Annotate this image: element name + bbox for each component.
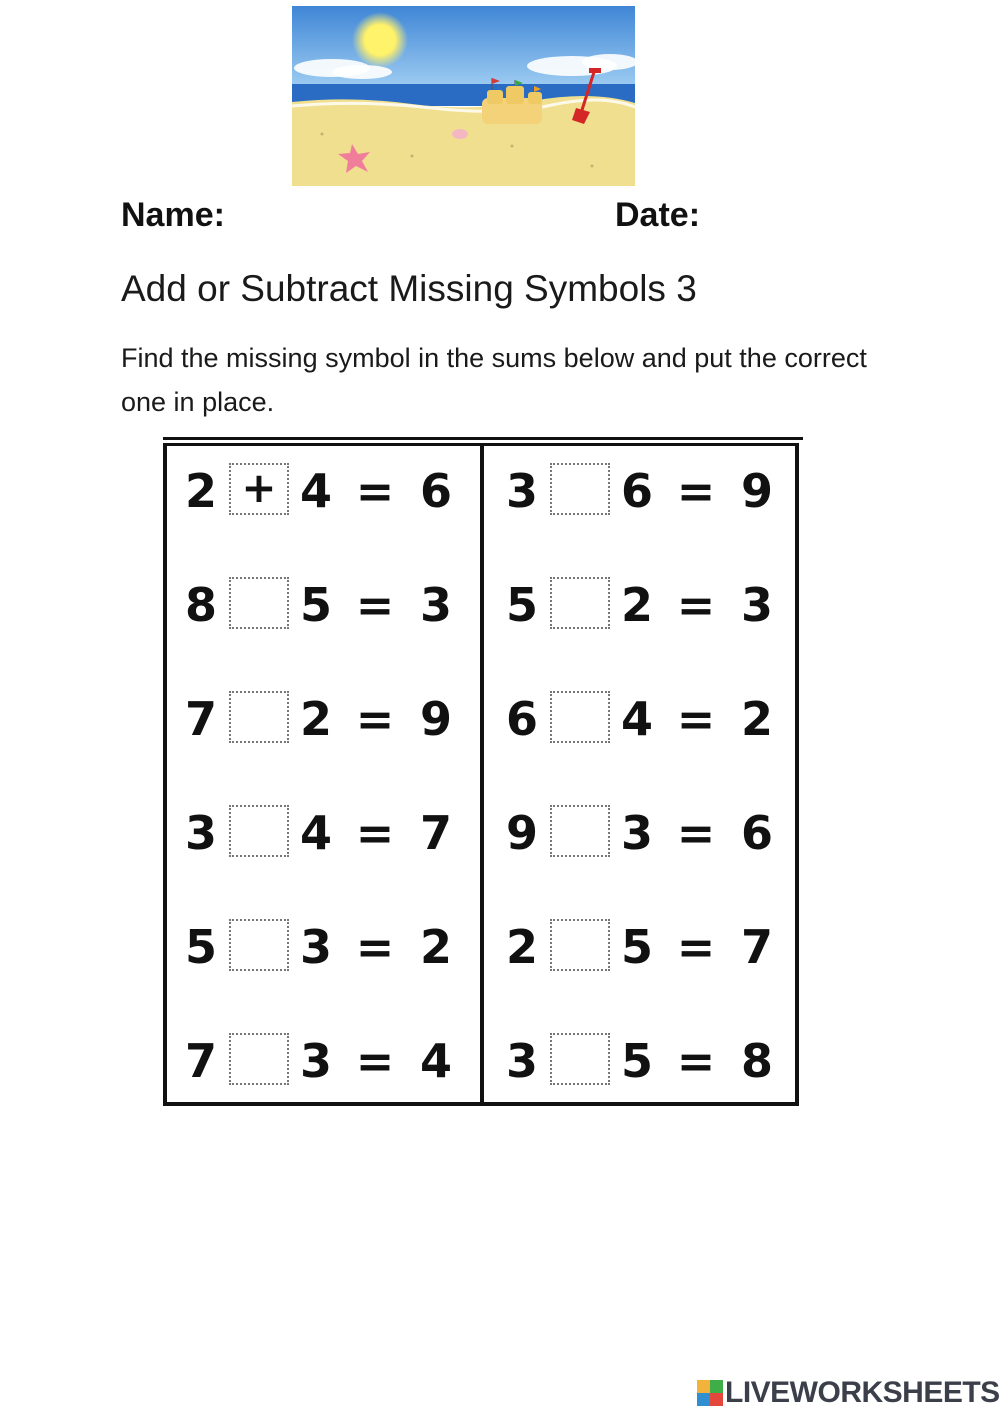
sum-row <box>484 443 801 553</box>
result-number: 7 <box>419 806 452 860</box>
first-number: 3 <box>184 806 217 860</box>
result-number: 2 <box>740 692 773 746</box>
sums-table <box>163 437 803 1112</box>
sum-row <box>484 671 801 781</box>
equals-sign: = <box>676 464 716 518</box>
first-number: 7 <box>184 1034 217 1088</box>
first-number: 3 <box>505 464 538 518</box>
symbol-answer-box[interactable] <box>229 919 289 971</box>
equals-sign: = <box>355 464 395 518</box>
symbol-answer-box[interactable] <box>550 1033 610 1085</box>
second-number: 2 <box>620 578 653 632</box>
first-number: 2 <box>184 464 217 518</box>
right-column <box>484 443 801 1106</box>
sum-row <box>484 899 801 1009</box>
equals-sign: = <box>676 806 716 860</box>
result-number: 7 <box>740 920 773 974</box>
symbol-answer-box[interactable] <box>550 463 610 515</box>
equals-sign: = <box>676 1034 716 1088</box>
symbol-answer-box[interactable] <box>550 691 610 743</box>
beach-illustration <box>292 6 635 186</box>
first-number: 3 <box>505 1034 538 1088</box>
result-number: 3 <box>740 578 773 632</box>
first-number: 2 <box>505 920 538 974</box>
symbol-answer-box[interactable] <box>229 1033 289 1085</box>
first-number: 5 <box>184 920 217 974</box>
second-number: 4 <box>620 692 653 746</box>
equals-sign: = <box>676 692 716 746</box>
second-number: 5 <box>620 920 653 974</box>
sum-row <box>163 785 480 895</box>
date-label: Date: <box>615 196 701 234</box>
brand-text: LIVEWORKSHEETS <box>725 1376 1000 1409</box>
result-number: 9 <box>740 464 773 518</box>
name-label: Name: <box>121 196 225 234</box>
second-number: 3 <box>299 1034 332 1088</box>
sum-row <box>484 1013 801 1123</box>
symbol-answer-box[interactable] <box>550 919 610 971</box>
symbol-answer-box[interactable] <box>229 577 289 629</box>
second-number: 4 <box>299 806 332 860</box>
second-number: 4 <box>299 464 332 518</box>
symbol-answer-box[interactable] <box>550 577 610 629</box>
equals-sign: = <box>676 920 716 974</box>
symbol-answer-box[interactable] <box>550 805 610 857</box>
second-number: 5 <box>299 578 332 632</box>
result-number: 9 <box>419 692 452 746</box>
brand-square <box>710 1393 723 1406</box>
second-number: 3 <box>299 920 332 974</box>
result-number: 6 <box>419 464 452 518</box>
result-number: 8 <box>740 1034 773 1088</box>
sum-row <box>163 557 480 667</box>
first-number: 7 <box>184 692 217 746</box>
result-number: 6 <box>740 806 773 860</box>
first-number: 9 <box>505 806 538 860</box>
brand-square <box>710 1380 723 1393</box>
result-number: 3 <box>419 578 452 632</box>
liveworksheets-logo[interactable] <box>697 1376 1000 1410</box>
brand-square <box>697 1380 710 1393</box>
left-column <box>163 443 480 1106</box>
equals-sign: = <box>676 578 716 632</box>
second-number: 2 <box>299 692 332 746</box>
symbol-answer-box[interactable] <box>229 805 289 857</box>
sum-row <box>163 443 480 553</box>
first-number: 6 <box>505 692 538 746</box>
brand-square <box>697 1393 710 1406</box>
sum-row <box>163 1013 480 1123</box>
equals-sign: = <box>355 806 395 860</box>
equals-sign: = <box>355 692 395 746</box>
first-number: 5 <box>505 578 538 632</box>
symbol-answer-box[interactable] <box>229 691 289 743</box>
liveworksheets-mark-icon <box>697 1380 723 1406</box>
name-date-row <box>0 196 1000 246</box>
sum-row <box>484 785 801 895</box>
instructions-text: Find the missing symbol in the sums below and put the correct one in place. <box>121 343 867 417</box>
table-top-rule <box>163 437 803 440</box>
second-number: 6 <box>620 464 653 518</box>
equals-sign: = <box>355 920 395 974</box>
second-number: 3 <box>620 806 653 860</box>
worksheet-title: Add or Subtract Missing Symbols 3 <box>121 268 697 309</box>
result-number: 2 <box>419 920 452 974</box>
second-number: 5 <box>620 1034 653 1088</box>
result-number: 4 <box>419 1034 452 1088</box>
equals-sign: = <box>355 578 395 632</box>
sum-row <box>163 899 480 1009</box>
equals-sign: = <box>355 1034 395 1088</box>
sum-row <box>484 557 801 667</box>
symbol-answer-box[interactable]: + <box>229 463 289 515</box>
sum-row <box>163 671 480 781</box>
first-number: 8 <box>184 578 217 632</box>
